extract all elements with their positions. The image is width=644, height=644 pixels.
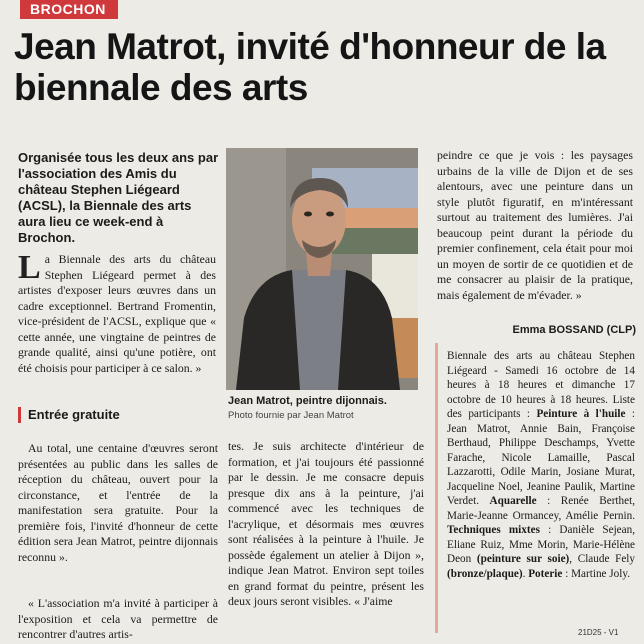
info-intro: Biennale des arts au château Stephen Liégeard - Samedi 16 octobre de 14 heures à 18 heures et dimanche 17 octobre de 10 heures à 18 heures. Liste des participants : bbox=[447, 350, 635, 420]
list-aquarelle: : Renée Berthet, Marie-Jeanne Ormancey, Amélie Pernin. bbox=[447, 495, 635, 522]
portrait-photo bbox=[226, 148, 418, 390]
list-mixtes: : Danièle Sejean, Eliane Ruiz, Mme Morin, Marie-Hélène Deon bbox=[447, 524, 636, 565]
paragraph-1-text: a Biennale des arts du château Stephen Liégeard permet à des artistes d'exposer leurs œuvres dans un cadre exceptionnel. Bertrand Fromentin, vice-président de l'ACSL, explique que « cette année, une vingtaine de peintres de grande qualité, ainsi qu'une potière, ont été choisis pour participer à ce salon. » bbox=[18, 252, 216, 375]
heading-bronze: (bronze/plaque) bbox=[447, 567, 523, 580]
photo-credit: Photo fournie par Jean Matrot bbox=[228, 410, 354, 421]
drop-cap: L bbox=[18, 249, 41, 286]
article-column-2: tes. Je suis architecte d'intérieur de formation, et j'ai toujours été passionné par le dessin. Je me consacre depuis presque dix ans à la peinture, j'ai commencé avec les techniques de l'acrylique, et désormais mes œuvres sont réalisées à la peinture à l'huile. Je possède également un atelier à Dijon », indique Jean Matrot. Environ sept toiles en grand format du peintre, présent les deux jours seront visibles. « J'aime bbox=[228, 439, 424, 608]
page-code: 21D25 - V1 bbox=[578, 628, 619, 637]
photo-caption: Jean Matrot, peintre dijonnais. bbox=[228, 395, 387, 407]
headline: Jean Matrot, invité d'honneur de la biennale des arts bbox=[14, 26, 606, 108]
article-column-3: peindre ce que je vois : les paysages urbains de la ville de Dijon et de ses alentours, avec une peinture dans un style plutôt figuratif, en m'intéressant surtout au traitement des lumières. J'ai beaucoup peint durant la période du premier confinement, cela était pour moi un moyen de sortir de ce quotidien et de me consacrer au plaisir de la pratique, mais également de m'évader. » bbox=[437, 148, 633, 302]
info-box-text bbox=[438, 343, 635, 581]
article-paragraph-3: « L'association m'a invité à participer à l'exposition et cela va permettre de rencontrer d'autres artis- bbox=[18, 596, 218, 641]
heading-mixtes: Techniques mixtes bbox=[447, 524, 540, 536]
article-paragraph-2: Au total, une centaine d'œuvres seront présentées au public dans les salles de réception du château, ouvert pour la circonstance, et l'entrée de la manifestation sera gratuite. Pour la première fois, l'invité d'honneur de cette édition sera Jean Matrot, peintre dijonnais reconnu ». bbox=[18, 441, 218, 564]
author-signature: Emma BOSSAND (CLP) bbox=[512, 324, 636, 336]
heading-soie: (peinture sur soie) bbox=[476, 553, 570, 565]
info-box bbox=[435, 343, 635, 633]
list-bronze: . bbox=[522, 567, 529, 580]
list-huile: : Jean Matrot, Annie Bain, Françoise Berthaud, Philippe Deschamps, Yvette Farache, Nicole Lamaille, Pascal Lazzarotti, Odile Marin, Josiane Murat, Jacqueline Noel, Jeanine Paulik, Martine Verdet. bbox=[447, 408, 636, 507]
heading-poterie: Poterie bbox=[528, 567, 563, 580]
article-paragraph-1 bbox=[18, 249, 216, 376]
list-soie: , Claude Fely bbox=[569, 553, 635, 565]
heading-aquarelle: Aquarelle bbox=[489, 495, 537, 507]
heading-huile: Peinture à l'huile bbox=[536, 408, 626, 420]
intro-lead: Organisée tous les deux ans par l'association des Amis du château Stephen Liégeard (ACSL), la Biennale des arts aura lieu ce week-end à Brochon. bbox=[18, 150, 219, 245]
list-poterie: : Martine Joly. bbox=[562, 567, 631, 580]
section-tag: BROCHON bbox=[20, 0, 118, 19]
portrait-illustration bbox=[226, 148, 418, 390]
subhead-entree-gratuite: Entrée gratuite bbox=[18, 407, 120, 423]
